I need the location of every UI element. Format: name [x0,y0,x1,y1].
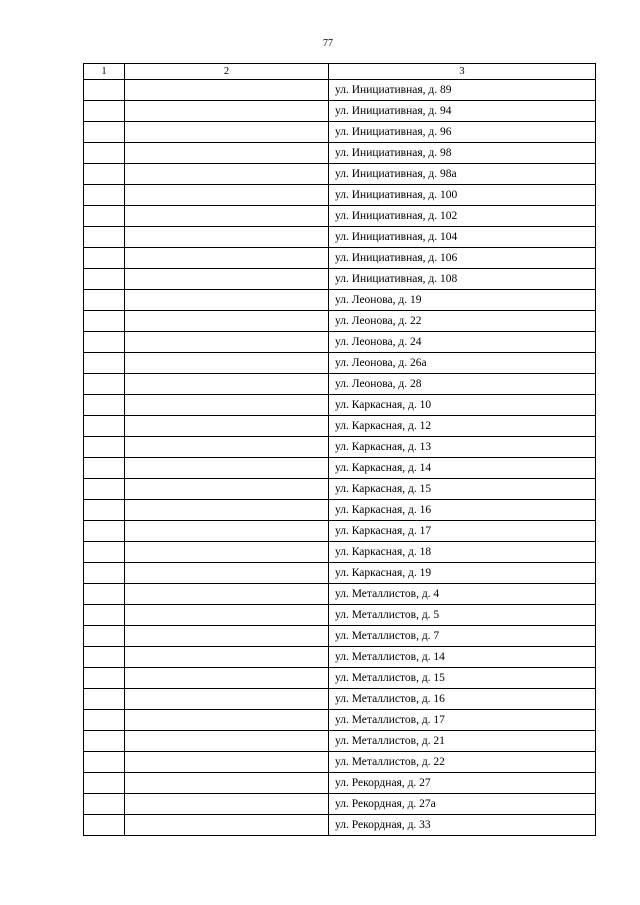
row-cell-col1 [84,248,125,269]
address-cell: ул. Металлистов, д. 14 [329,647,596,668]
table-row [84,626,596,647]
table-row [84,794,596,815]
address-cell: ул. Рекордная, д. 27а [329,794,596,815]
address-cell: ул. Инициативная, д. 98а [329,164,596,185]
table-row [84,416,596,437]
row-cell-col1 [84,752,125,773]
row-cell-col1 [84,563,125,584]
row-cell-col1 [84,521,125,542]
row-cell-col2 [125,689,329,710]
address-cell: ул. Металлистов, д. 5 [329,605,596,626]
table-row [84,479,596,500]
row-cell-col1 [84,731,125,752]
row-cell-col1 [84,332,125,353]
row-cell-col1 [84,185,125,206]
address-cell: ул. Каркасная, д. 10 [329,395,596,416]
table-row [84,332,596,353]
address-cell: ул. Каркасная, д. 16 [329,500,596,521]
address-cell: ул. Инициативная, д. 100 [329,185,596,206]
address-cell: ул. Инициативная, д. 94 [329,101,596,122]
column-header-3: 3 [329,64,596,80]
row-cell-col1 [84,143,125,164]
row-cell-col2 [125,710,329,731]
row-cell-col2 [125,500,329,521]
table-row [84,668,596,689]
row-cell-col2 [125,311,329,332]
row-cell-col1 [84,311,125,332]
table-row [84,227,596,248]
row-cell-col2 [125,521,329,542]
table-row [84,101,596,122]
row-cell-col1 [84,374,125,395]
address-cell: ул. Рекордная, д. 33 [329,815,596,836]
address-cell: ул. Каркасная, д. 19 [329,563,596,584]
row-cell-col1 [84,437,125,458]
row-cell-col1 [84,605,125,626]
row-cell-col2 [125,626,329,647]
table-row [84,521,596,542]
address-cell: ул. Леонова, д. 19 [329,290,596,311]
table-row [84,647,596,668]
row-cell-col2 [125,122,329,143]
row-cell-col2 [125,605,329,626]
table-row [84,164,596,185]
row-cell-col1 [84,416,125,437]
address-cell: ул. Каркасная, д. 12 [329,416,596,437]
row-cell-col1 [84,353,125,374]
column-header-1: 1 [84,64,125,80]
address-cell: ул. Рекордная, д. 27 [329,773,596,794]
row-cell-col1 [84,101,125,122]
row-cell-col2 [125,437,329,458]
table-row [84,206,596,227]
row-cell-col2 [125,269,329,290]
address-cell: ул. Инициативная, д. 96 [329,122,596,143]
row-cell-col1 [84,290,125,311]
row-cell-col1 [84,458,125,479]
row-cell-col1 [84,227,125,248]
row-cell-col2 [125,794,329,815]
row-cell-col2 [125,164,329,185]
row-cell-col2 [125,332,329,353]
table-row [84,542,596,563]
table-row [84,248,596,269]
row-cell-col2 [125,185,329,206]
row-cell-col1 [84,689,125,710]
address-cell: ул. Инициативная, д. 108 [329,269,596,290]
address-cell: ул. Каркасная, д. 18 [329,542,596,563]
table-row [84,458,596,479]
table-row [84,290,596,311]
table-row [84,584,596,605]
row-cell-col1 [84,395,125,416]
address-cell: ул. Металлистов, д. 4 [329,584,596,605]
row-cell-col2 [125,206,329,227]
address-table [83,63,596,836]
table-row [84,122,596,143]
address-cell: ул. Каркасная, д. 13 [329,437,596,458]
address-cell: ул. Леонова, д. 26а [329,353,596,374]
address-cell: ул. Инициативная, д. 106 [329,248,596,269]
row-cell-col1 [84,269,125,290]
row-cell-col2 [125,668,329,689]
row-cell-col1 [84,773,125,794]
address-cell: ул. Металлистов, д. 7 [329,626,596,647]
row-cell-col2 [125,395,329,416]
row-cell-col2 [125,143,329,164]
row-cell-col1 [84,815,125,836]
address-cell: ул. Каркасная, д. 17 [329,521,596,542]
row-cell-col1 [84,584,125,605]
table-row [84,437,596,458]
table-header-row [84,64,596,80]
row-cell-col1 [84,479,125,500]
row-cell-col2 [125,479,329,500]
row-cell-col1 [84,794,125,815]
table-row [84,710,596,731]
row-cell-col2 [125,290,329,311]
row-cell-col1 [84,80,125,101]
table-row [84,143,596,164]
table-row [84,773,596,794]
table-row [84,374,596,395]
page-number: 77 [323,38,333,49]
row-cell-col2 [125,584,329,605]
row-cell-col1 [84,206,125,227]
row-cell-col2 [125,101,329,122]
address-cell: ул. Леонова, д. 28 [329,374,596,395]
address-cell: ул. Металлистов, д. 15 [329,668,596,689]
row-cell-col1 [84,647,125,668]
row-cell-col2 [125,731,329,752]
row-cell-col2 [125,227,329,248]
row-cell-col1 [84,500,125,521]
row-cell-col1 [84,626,125,647]
row-cell-col2 [125,773,329,794]
table-row [84,731,596,752]
row-cell-col2 [125,647,329,668]
row-cell-col2 [125,353,329,374]
table-row [84,605,596,626]
address-cell: ул. Металлистов, д. 21 [329,731,596,752]
row-cell-col1 [84,668,125,689]
row-cell-col2 [125,752,329,773]
table-row [84,311,596,332]
table-row [84,353,596,374]
address-cell: ул. Инициативная, д. 102 [329,206,596,227]
row-cell-col2 [125,248,329,269]
address-cell: ул. Леонова, д. 22 [329,311,596,332]
table-row [84,80,596,101]
row-cell-col2 [125,458,329,479]
address-cell: ул. Металлистов, д. 17 [329,710,596,731]
row-cell-col2 [125,542,329,563]
address-cell: ул. Инициативная, д. 98 [329,143,596,164]
row-cell-col1 [84,164,125,185]
row-cell-col2 [125,416,329,437]
address-cell: ул. Леонова, д. 24 [329,332,596,353]
row-cell-col2 [125,374,329,395]
address-cell: ул. Каркасная, д. 15 [329,479,596,500]
address-cell: ул. Металлистов, д. 22 [329,752,596,773]
row-cell-col1 [84,542,125,563]
table-body [84,64,596,836]
address-cell: ул. Инициативная, д. 104 [329,227,596,248]
table-row [84,752,596,773]
address-cell: ул. Инициативная, д. 89 [329,80,596,101]
row-cell-col2 [125,815,329,836]
address-cell: ул. Металлистов, д. 16 [329,689,596,710]
column-header-2: 2 [125,64,329,80]
table-row [84,185,596,206]
row-cell-col2 [125,563,329,584]
row-cell-col1 [84,710,125,731]
table-row [84,689,596,710]
address-cell: ул. Каркасная, д. 14 [329,458,596,479]
table-row [84,815,596,836]
table-row [84,395,596,416]
table-row [84,563,596,584]
row-cell-col2 [125,80,329,101]
table-row [84,500,596,521]
table-row [84,269,596,290]
row-cell-col1 [84,122,125,143]
